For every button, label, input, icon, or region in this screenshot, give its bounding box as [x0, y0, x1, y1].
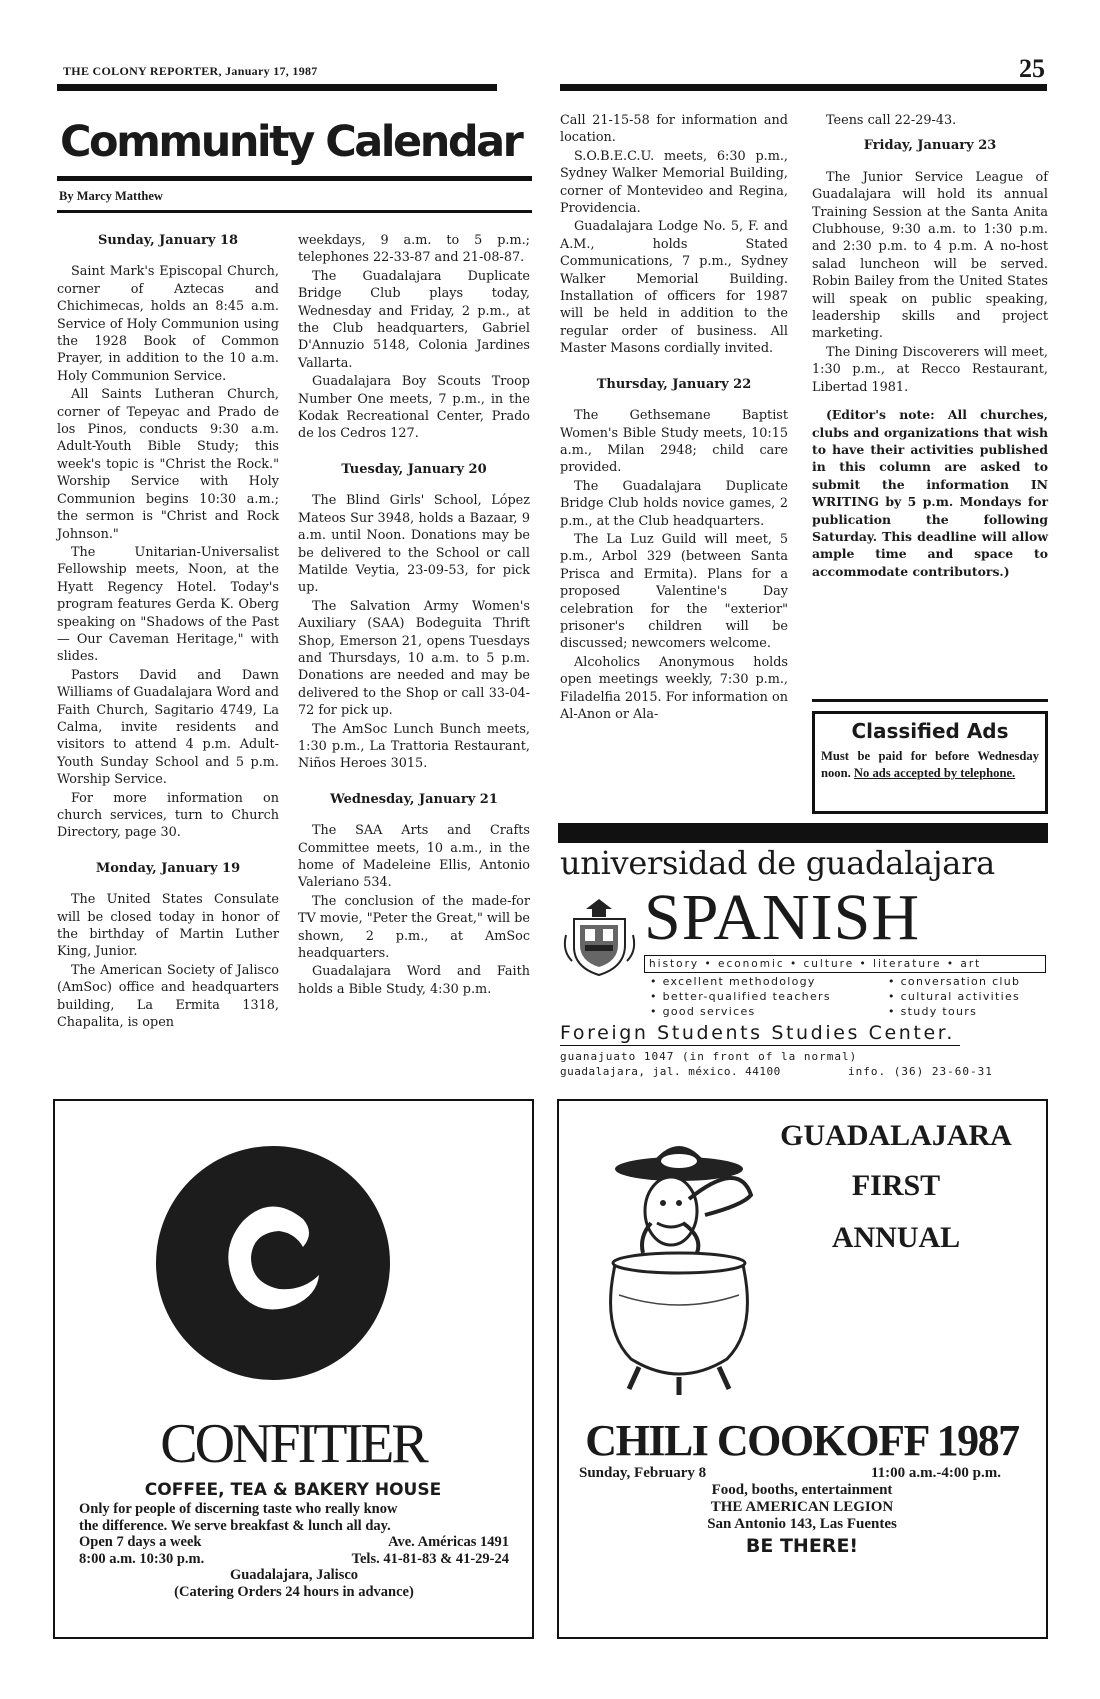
calendar-entry: The Blind Girls' School, López Mateos Sur 3948, holds a Bazaar, 9 a.m. until Noon. Donations may be be delivered to the School or call Matilde Veytia, 23-09-53, for pick up. [298, 493, 530, 596]
header-rule [57, 84, 497, 91]
title-rule [57, 176, 532, 181]
features-left [650, 974, 831, 1019]
byline: By Marcy Matthew [59, 189, 163, 203]
spanish-ad [558, 843, 1048, 1088]
confitier-catering: (Catering Orders 24 hours in advance) [174, 1583, 414, 1600]
calendar-entry: The Guadalajara Duplicate Bridge Club plays today, Wednesday and Friday, 2 p.m., at the Club headquarters, Gabriel D'Annuzio 5148, Colonia Jardines Vallarta. [298, 268, 530, 371]
spanish-ad-top-bar [558, 823, 1048, 843]
chili-line-1: GUADALAJARA [780, 1119, 1012, 1152]
chili-time: 11:00 a.m.-4:00 p.m. [871, 1465, 1001, 1481]
publication-line: THE COLONY REPORTER, January 17, 1987 [63, 64, 318, 78]
address-line-1: guanajuato 1047 (in front of la normal) [560, 1050, 858, 1063]
confitier-details [79, 1501, 509, 1600]
calendar-entry: Saint Mark's Episcopal Church, corner of Aztecas and Chichimecas, holds an 8:45 a.m. Service of Holy Communion using the 1928 Book of Common Prayer, in addition to the 10 a.m. Holy Communion Service. [57, 264, 279, 384]
chili-mascot-icon [579, 1119, 779, 1419]
calendar-entry: Guadalajara Word and Faith holds a Bible Study, 4:30 p.m. [298, 964, 530, 997]
calendar-entry: Call 21-15-58 for information and location. [560, 113, 788, 146]
calendar-entry: The AmSoc Lunch Bunch meets, 1:30 p.m., La Trattoria Restaurant, Niños Heroes 3015. [298, 721, 530, 772]
address-line-2: guadalajara, jal. méxico. 44100 [560, 1065, 781, 1078]
chili-venue: THE AMERICAN LEGION [710, 1499, 894, 1515]
confitier-name: CONFITIER [160, 1413, 426, 1475]
calendar-entry: The United States Consulate will be closed today in honor of the birthday of Martin Luther King, Junior. [57, 892, 279, 960]
feature-item: • good services [650, 1005, 756, 1018]
confitier-row-hours [79, 1551, 509, 1568]
confitier-city: Guadalajara, Jalisco [229, 1567, 359, 1583]
info-phone: info. (36) 23-60-31 [848, 1065, 993, 1078]
column-4 [812, 112, 1048, 581]
feature-item: • excellent methodology [650, 975, 816, 988]
column-2 [298, 232, 530, 999]
editor-note: (Editor's note: All churches, clubs and organizations that wish to have their activities published in this column are asked to submit the information IN WRITING by 5 p.m. Mondays for publication the following Saturday. This deadline will allow ample time and space to accommodate contributors.) [812, 407, 1048, 579]
classified-text [821, 748, 1039, 782]
day-heading-tuesday: Tuesday, January 20 [341, 461, 487, 477]
calendar-entry: The Dining Discoverers will meet, 1:30 p.m., at Recco Restaurant, Libertad 1981. [812, 344, 1048, 395]
column-1 [57, 218, 279, 1032]
chili-cta: BE THERE! [745, 1535, 859, 1557]
calendar-entry: S.O.B.E.C.U. meets, 6:30 p.m., Sydney Walker Memorial Building, corner of Montevideo and Regina, Providencia. [560, 148, 788, 217]
byline-rule [57, 210, 532, 213]
confitier-tels: Tels. 41-81-83 & 41-29-24 [351, 1550, 509, 1567]
confitier-logo-icon [153, 1143, 393, 1383]
day-heading-sunday: Sunday, January 18 [97, 233, 239, 248]
day-heading-friday: Friday, January 23 [863, 138, 997, 154]
header-rule-right [560, 84, 1047, 91]
calendar-entry: The La Luz Guild will meet, 5 p.m., Arbol 329 (between Santa Prisca and Ermita). Plans for a proposed Valentine's Day celebration for the "exterior" prisoner's children will be discussed; newcomers welcome. [560, 531, 788, 652]
university-name: universidad de guadalajara [560, 844, 995, 882]
page-number: 25 [1019, 54, 1045, 83]
confitier-line-1: Only for people of discerning taste who really know [79, 1501, 398, 1517]
calendar-entry: Alcoholics Anonymous holds open meetings weekly, 7:30 p.m., Filadelfia 2015. For information on Al-Anon or Ala- [560, 654, 788, 722]
chili-ad [557, 1099, 1048, 1639]
calendar-entry: Guadalajara Lodge No. 5, F. and A.M., holds Stated Communications, 7 p.m., Sydney Walker Memorial Building. Installation of officers for 1987 will be held in addition to the regular order of business. All Master Masons cordially invited. [560, 219, 788, 357]
feature-item: • study tours [888, 1005, 978, 1018]
classified-rule [812, 699, 1048, 702]
confitier-address: Ave. Américas 1491 [388, 1534, 509, 1550]
calendar-entry: The SAA Arts and Crafts Committee meets, 10 a.m., in the home of Madeleine Ellis, Antonio Valeriano 534. [298, 823, 530, 891]
university-crest-icon [562, 895, 637, 977]
confitier-hours: 8:00 a.m. 10:30 p.m. [79, 1550, 205, 1567]
chili-title: CHILI COOKOFF 1987 [585, 1416, 1019, 1465]
confitier-line-2: the difference. We serve breakfast & lunch all day. [79, 1517, 391, 1534]
chili-row-date [559, 1465, 1045, 1482]
confitier-subtitle: COFFEE, TEA & BAKERY HOUSE [144, 1480, 442, 1500]
chili-address: San Antonio 143, Las Fuentes [707, 1516, 897, 1532]
chili-details [559, 1465, 1045, 1559]
confitier-row-open [79, 1534, 509, 1551]
features-right [888, 974, 1020, 1019]
chili-line-3: ANNUAL [831, 1221, 961, 1254]
calendar-entry: Teens call 22-29-43. [826, 113, 957, 128]
classified-text-1: Must be paid for before Wednesday noon. [821, 749, 1039, 780]
classified-box [812, 711, 1048, 814]
confitier-open: Open 7 days a week [79, 1534, 202, 1550]
calendar-entry: The Salvation Army Women's Auxiliary (SAA) Bodeguita Thrift Shop, Emerson 21, opens Tuesdays and Thursdays, 10 a.m. to 5 p.m. Donations are needed and may be delivered to the Shop or call 33-04-72 for pick up. [298, 598, 530, 719]
calendar-entry: The Unitarian-Universalist Fellowship meets, Noon, at the Hyatt Regency Hotel. Today's program features Gerda K. Oberg speaking on "Shadows of the Past — Our Caveman Heritage," with slides. [57, 544, 279, 665]
day-heading-wednesday: Wednesday, January 21 [330, 791, 498, 807]
column-3 [560, 112, 788, 724]
calendar-entry: The Gethsemane Baptist Women's Bible Study meets, 10:15 a.m., Milan 2948; child care provided. [560, 408, 788, 476]
spanish-headline: SPANISH [644, 881, 921, 954]
calendar-entry: The American Society of Jalisco (AmSoc) office and headquarters building, La Ermita 1318, Chapalita, is open [57, 962, 279, 1031]
calendar-entry: The Guadalajara Duplicate Bridge Club holds novice games, 2 p.m., at the Club headquarters. [560, 478, 788, 529]
center-name: Foreign Students Studies Center. [560, 1021, 960, 1046]
chili-date: Sunday, February 8 [579, 1465, 707, 1481]
calendar-entry: Pastors David and Dawn Williams of Guadalajara Word and Faith Church, Sagitario 4749, La Calma, invite residents and visitors to attend 4 p.m. Adult-Youth Sunday School and 5 p.m. Worship Service. [57, 667, 279, 788]
classified-text-2: No ads accepted by telephone. [853, 766, 1016, 780]
subjects-bar: history • economic • culture • literature • art [644, 955, 1046, 973]
feature-item: • better-qualified teachers [650, 990, 831, 1003]
calendar-entry: weekdays, 9 a.m. to 5 p.m.; telephones 22-33-87 and 21-08-87. [298, 233, 530, 266]
feature-item: • conversation club [888, 975, 1021, 988]
chili-line-2: FIRST [851, 1169, 941, 1202]
calendar-entry: For more information on church services, turn to Church Directory, page 30. [57, 790, 279, 841]
calendar-entry: The Junior Service League of Guadalajara will hold its annual Training Session at the Santa Anita Clubhouse, 9:30 a.m. to 1:30 p.m. and 2:30 p.m. to 4 p.m. A no-host salad luncheon will be served. Robin Bailey from the United States will speak on public speaking, leadership skills and project marketing. [812, 169, 1048, 342]
feature-item: • cultural activities [888, 990, 1021, 1003]
classified-title: Classified Ads [851, 719, 1009, 743]
confitier-ad [53, 1099, 534, 1639]
day-heading-monday: Monday, January 19 [95, 860, 241, 876]
calendar-entry: The conclusion of the made-for TV movie, "Peter the Great," will be shown, 2 p.m., at AmSoc headquarters. [298, 893, 530, 962]
day-heading-thursday: Thursday, January 22 [596, 376, 752, 392]
calendar-entry: All Saints Lutheran Church, corner of Tepeyac and Prado de los Pinos, conducts 9:30 a.m. Adult-Youth Bible Study; this week's topic is "Christ the Rock." Worship Service with Holy Communion begins 10:30 a.m.; the sermon is "Christ and Rock Johnson." [57, 387, 279, 542]
calendar-entry: Guadalajara Boy Scouts Troop Number One meets, 7 p.m., in the Kodak Recreational Center, Prado de los Cedros 127. [298, 374, 530, 442]
calendar-title: Community Calendar [60, 117, 522, 167]
chili-desc: Food, booths, entertainment [711, 1482, 893, 1498]
